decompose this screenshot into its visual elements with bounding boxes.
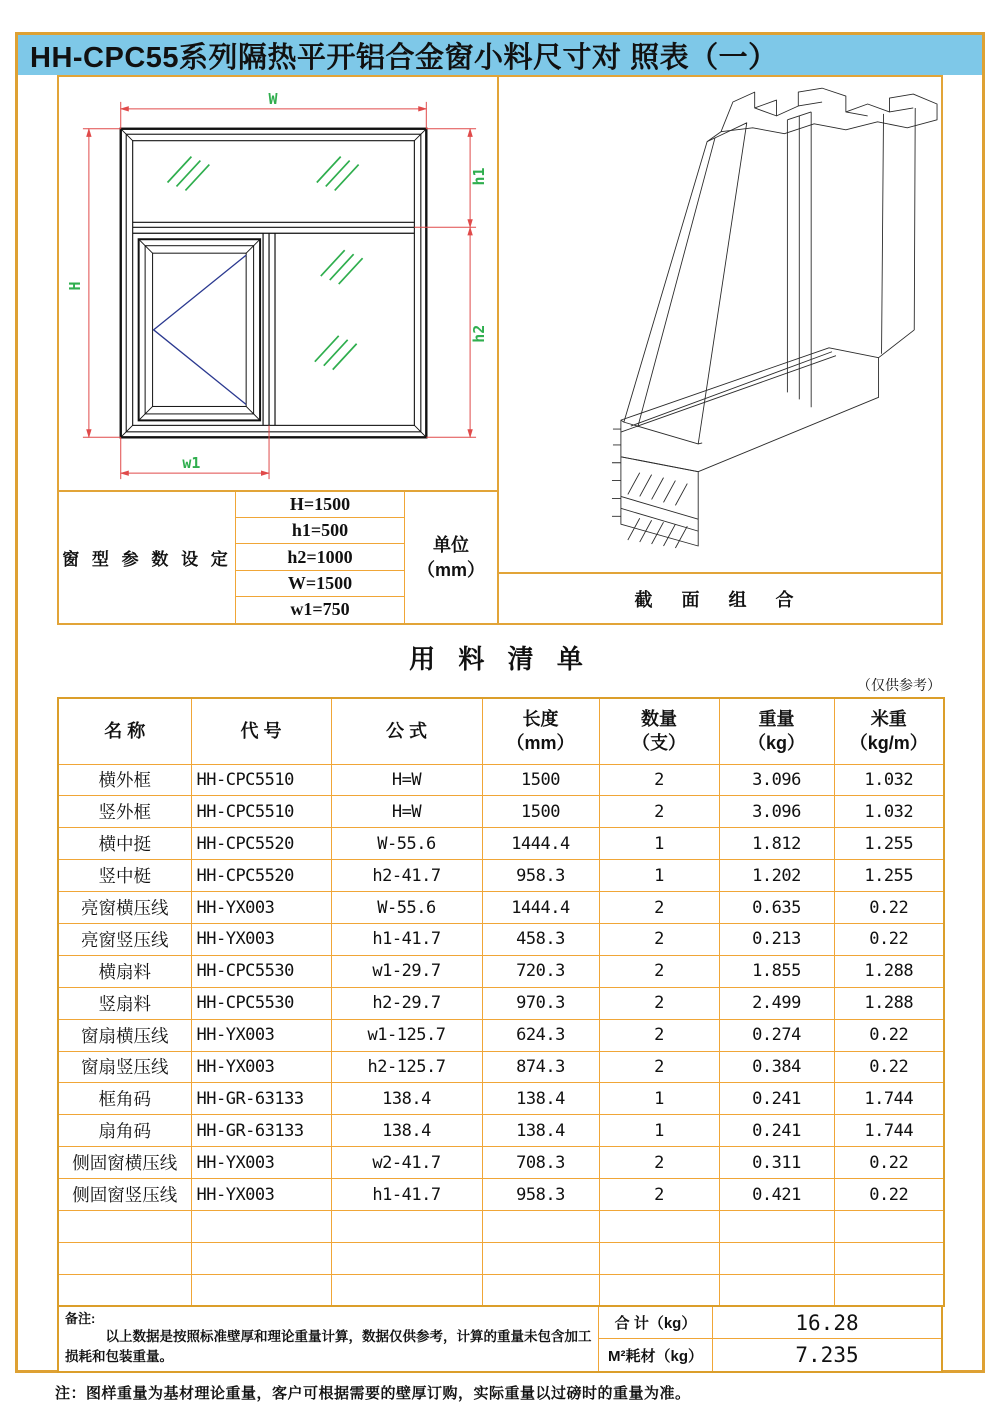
table-cell: 458.3 [482, 923, 599, 955]
dimension-lines [83, 102, 476, 479]
column-header: 米重 （kg/m） [834, 698, 944, 764]
param-value: H=1500 [236, 492, 404, 518]
table-cell: w1-125.7 [331, 1019, 482, 1051]
material-row [58, 828, 944, 860]
table-cell [719, 1210, 834, 1242]
table-cell: 横中挺 [58, 828, 191, 860]
empty-row [58, 1274, 944, 1306]
table-cell: 2 [599, 892, 719, 924]
table-cell [482, 1210, 599, 1242]
table-cell: HH-CPC5510 [191, 796, 331, 828]
top-section [57, 75, 943, 625]
table-cell: 0.421 [719, 1179, 834, 1211]
table-cell: 横外框 [58, 764, 191, 796]
summary-grid [599, 1307, 941, 1371]
column-header: 数量 （支） [599, 698, 719, 764]
remark-label: 备注: [65, 1311, 96, 1326]
table-cell [191, 1274, 331, 1306]
table-cell: 624.3 [482, 1019, 599, 1051]
table-cell: 竖中梃 [58, 860, 191, 892]
material-row [58, 892, 944, 924]
table-cell: HH-YX003 [191, 892, 331, 924]
param-value: h1=500 [236, 518, 404, 544]
table-cell: HH-GR-63133 [191, 1115, 331, 1147]
table-cell: 亮窗横压线 [58, 892, 191, 924]
table-cell: h1-41.7 [331, 923, 482, 955]
reference-note: （仅供参考） [857, 677, 941, 693]
column-header: 名 称 [58, 698, 191, 764]
table-cell: 1.288 [834, 955, 944, 987]
param-value: W=1500 [236, 571, 404, 597]
table-cell: 2 [599, 987, 719, 1019]
table-cell: 1.855 [719, 955, 834, 987]
material-row [58, 1147, 944, 1179]
table-cell: 2 [599, 1147, 719, 1179]
table-cell [58, 1242, 191, 1274]
table-header-row [58, 698, 944, 764]
table-cell: 窗扇横压线 [58, 1019, 191, 1051]
table-cell: 1 [599, 860, 719, 892]
table-cell [719, 1242, 834, 1274]
material-row [58, 955, 944, 987]
table-cell: 958.3 [482, 860, 599, 892]
table-cell: 1.255 [834, 828, 944, 860]
column-header: 长度 （mm） [482, 698, 599, 764]
empty-row [58, 1242, 944, 1274]
table-cell: HH-CPC5510 [191, 764, 331, 796]
table-cell [58, 1210, 191, 1242]
table-cell: 2 [599, 796, 719, 828]
table-cell: 0.384 [719, 1051, 834, 1083]
table-cell: 1.812 [719, 828, 834, 860]
table-cell [482, 1242, 599, 1274]
window-elevation-panel [59, 77, 499, 623]
table-cell: HH-CPC5520 [191, 828, 331, 860]
table-cell: 竖外框 [58, 796, 191, 828]
cross-section-drawing [499, 77, 941, 572]
table-cell [191, 1210, 331, 1242]
opening-direction-lines [154, 255, 247, 404]
table-cell: 970.3 [482, 987, 599, 1019]
table-cell: 框角码 [58, 1083, 191, 1115]
glass-pane [624, 123, 747, 444]
table-cell [331, 1210, 482, 1242]
table-cell: H=W [331, 796, 482, 828]
table-cell: 138.4 [482, 1083, 599, 1115]
material-list-title: 用 料 清 单 [409, 644, 591, 674]
top-profile [721, 88, 937, 134]
remark-cell [59, 1307, 599, 1371]
table-cell [599, 1274, 719, 1306]
material-table [57, 697, 945, 1307]
table-cell: 窗扇竖压线 [58, 1051, 191, 1083]
sill-profile [621, 348, 879, 472]
table-cell: 0.241 [719, 1115, 834, 1147]
unit-line2: （mm） [416, 559, 485, 580]
table-cell: HH-YX003 [191, 1019, 331, 1051]
table-cell: 958.3 [482, 1179, 599, 1211]
table-cell: 1500 [482, 796, 599, 828]
table-cell: 720.3 [482, 955, 599, 987]
unit-cell [405, 492, 497, 623]
table-cell: HH-CPC5530 [191, 987, 331, 1019]
table-cell: 扇角码 [58, 1115, 191, 1147]
table-cell: HH-YX003 [191, 1147, 331, 1179]
param-table [59, 490, 497, 623]
table-cell: HH-YX003 [191, 923, 331, 955]
table-cell: 2 [599, 1051, 719, 1083]
table-cell: 0.635 [719, 892, 834, 924]
table-cell: 1444.4 [482, 828, 599, 860]
table-cell: 2 [599, 1019, 719, 1051]
table-cell: 1 [599, 828, 719, 860]
table-cell: HH-CPC5520 [191, 860, 331, 892]
table-cell: 1444.4 [482, 892, 599, 924]
table-cell: 0.274 [719, 1019, 834, 1051]
hatching [628, 473, 687, 506]
cross-section-panel [499, 77, 941, 623]
param-values [235, 492, 405, 623]
table-cell: 1.032 [834, 796, 944, 828]
table-cell: 0.22 [834, 892, 944, 924]
table-cell: h2-41.7 [331, 860, 482, 892]
material-row [58, 1019, 944, 1051]
table-cell: 1.202 [719, 860, 834, 892]
material-list-header [57, 627, 943, 697]
material-row [58, 860, 944, 892]
table-cell [719, 1274, 834, 1306]
column-header: 重量 （kg） [719, 698, 834, 764]
material-row [58, 987, 944, 1019]
table-cell: 0.22 [834, 923, 944, 955]
material-row [58, 1051, 944, 1083]
table-cell: 侧固窗竖压线 [58, 1179, 191, 1211]
table-cell [482, 1274, 599, 1306]
total-label: 合 计（kg） [599, 1307, 713, 1339]
table-cell [599, 1242, 719, 1274]
table-cell: 1.744 [834, 1115, 944, 1147]
table-cell [834, 1274, 944, 1306]
table-cell: 0.22 [834, 1179, 944, 1211]
dim-label-h: H [65, 281, 84, 291]
column-header: 公 式 [331, 698, 482, 764]
table-cell: 亮窗竖压线 [58, 923, 191, 955]
empty-row [58, 1210, 944, 1242]
material-row [58, 1179, 944, 1211]
dim-label-w1: w1 [182, 454, 201, 473]
dim-label-w: W [268, 89, 278, 108]
material-row [58, 1115, 944, 1147]
table-cell: 874.3 [482, 1051, 599, 1083]
title-bar [18, 35, 982, 75]
window-elevation-drawing [59, 77, 497, 490]
table-cell: H=W [331, 764, 482, 796]
table-cell: h2-29.7 [331, 987, 482, 1019]
table-cell: 0.311 [719, 1147, 834, 1179]
footnote: 注：图样重量为基材理论重量，客户可根据需要的壁厚订购，实际重量以过磅时的重量为准。 [55, 1385, 691, 1402]
window-frame [121, 129, 427, 438]
table-cell: 0.213 [719, 923, 834, 955]
param-value: w1=750 [290, 599, 350, 620]
mullion [263, 233, 275, 425]
table-cell: 1500 [482, 764, 599, 796]
remark-text: 以上数据是按照标准壁厚和理论重量计算，数据仅供参考，计算的重量未包含加工损耗和包装重量。 [65, 1329, 592, 1364]
table-cell: 3.096 [719, 764, 834, 796]
table-cell: HH-YX003 [191, 1051, 331, 1083]
table-cell [331, 1242, 482, 1274]
table-cell: 2 [599, 1179, 719, 1211]
table-cell: 2 [599, 955, 719, 987]
material-row [58, 923, 944, 955]
table-cell: 0.241 [719, 1083, 834, 1115]
table-cell: 横扇料 [58, 955, 191, 987]
table-cell: 0.22 [834, 1147, 944, 1179]
cross-section-caption: 截 面 组 合 [499, 572, 941, 623]
table-cell: h2-125.7 [331, 1051, 482, 1083]
table-cell [58, 1274, 191, 1306]
table-cell: 2 [599, 923, 719, 955]
table-cell: 侧固窗横压线 [58, 1147, 191, 1179]
dim-label-h1: h1 [470, 167, 489, 186]
table-cell: 138.4 [331, 1083, 482, 1115]
table-cell: 708.3 [482, 1147, 599, 1179]
total-value: 16.28 [713, 1307, 941, 1339]
table-cell: 1.288 [834, 987, 944, 1019]
table-cell [599, 1210, 719, 1242]
table-cell: h1-41.7 [331, 1179, 482, 1211]
table-cell: 1 [599, 1083, 719, 1115]
param-table-label: 窗 型 参 数 设 定 [62, 550, 232, 570]
column-header: 代 号 [191, 698, 331, 764]
per-sqm-value: 7.235 [795, 1343, 859, 1367]
table-cell [331, 1274, 482, 1306]
unit-line1: 单位 [433, 535, 469, 556]
table-cell: 138.4 [482, 1115, 599, 1147]
table-cell [191, 1242, 331, 1274]
table-cell: 2 [599, 764, 719, 796]
frame-verticals [787, 112, 811, 407]
glass-hatch-marks [168, 157, 363, 370]
material-row [58, 796, 944, 828]
page-title: HH-CPC55系列隔热平开铝合金窗小料尺寸对 照表（一） [30, 41, 778, 74]
table-cell: HH-GR-63133 [191, 1083, 331, 1115]
table-cell: w1-29.7 [331, 955, 482, 987]
table-cell: HH-YX003 [191, 1179, 331, 1211]
table-cell [834, 1210, 944, 1242]
table-cell: W-55.6 [331, 828, 482, 860]
casement-sash [139, 239, 260, 420]
param-value: h2=1000 [236, 544, 404, 570]
transom [133, 222, 415, 233]
table-cell: HH-CPC5530 [191, 955, 331, 987]
material-row [58, 764, 944, 796]
table-cell: 3.096 [719, 796, 834, 828]
table-cell: 1.255 [834, 860, 944, 892]
summary-section [57, 1305, 943, 1373]
dim-label-h2: h2 [470, 324, 489, 343]
table-cell: 1.032 [834, 764, 944, 796]
table-cell: 1 [599, 1115, 719, 1147]
per-sqm-label: M²耗材（kg） [599, 1339, 713, 1371]
table-cell: 2.499 [719, 987, 834, 1019]
material-row [58, 1083, 944, 1115]
table-cell: 竖扇料 [58, 987, 191, 1019]
table-cell: W-55.6 [331, 892, 482, 924]
table-cell: 1.744 [834, 1083, 944, 1115]
dimension-labels [66, 90, 488, 472]
table-cell: 138.4 [331, 1115, 482, 1147]
table-cell: 0.22 [834, 1051, 944, 1083]
table-cell: 0.22 [834, 1019, 944, 1051]
table-cell [834, 1242, 944, 1274]
table-cell: w2-41.7 [331, 1147, 482, 1179]
